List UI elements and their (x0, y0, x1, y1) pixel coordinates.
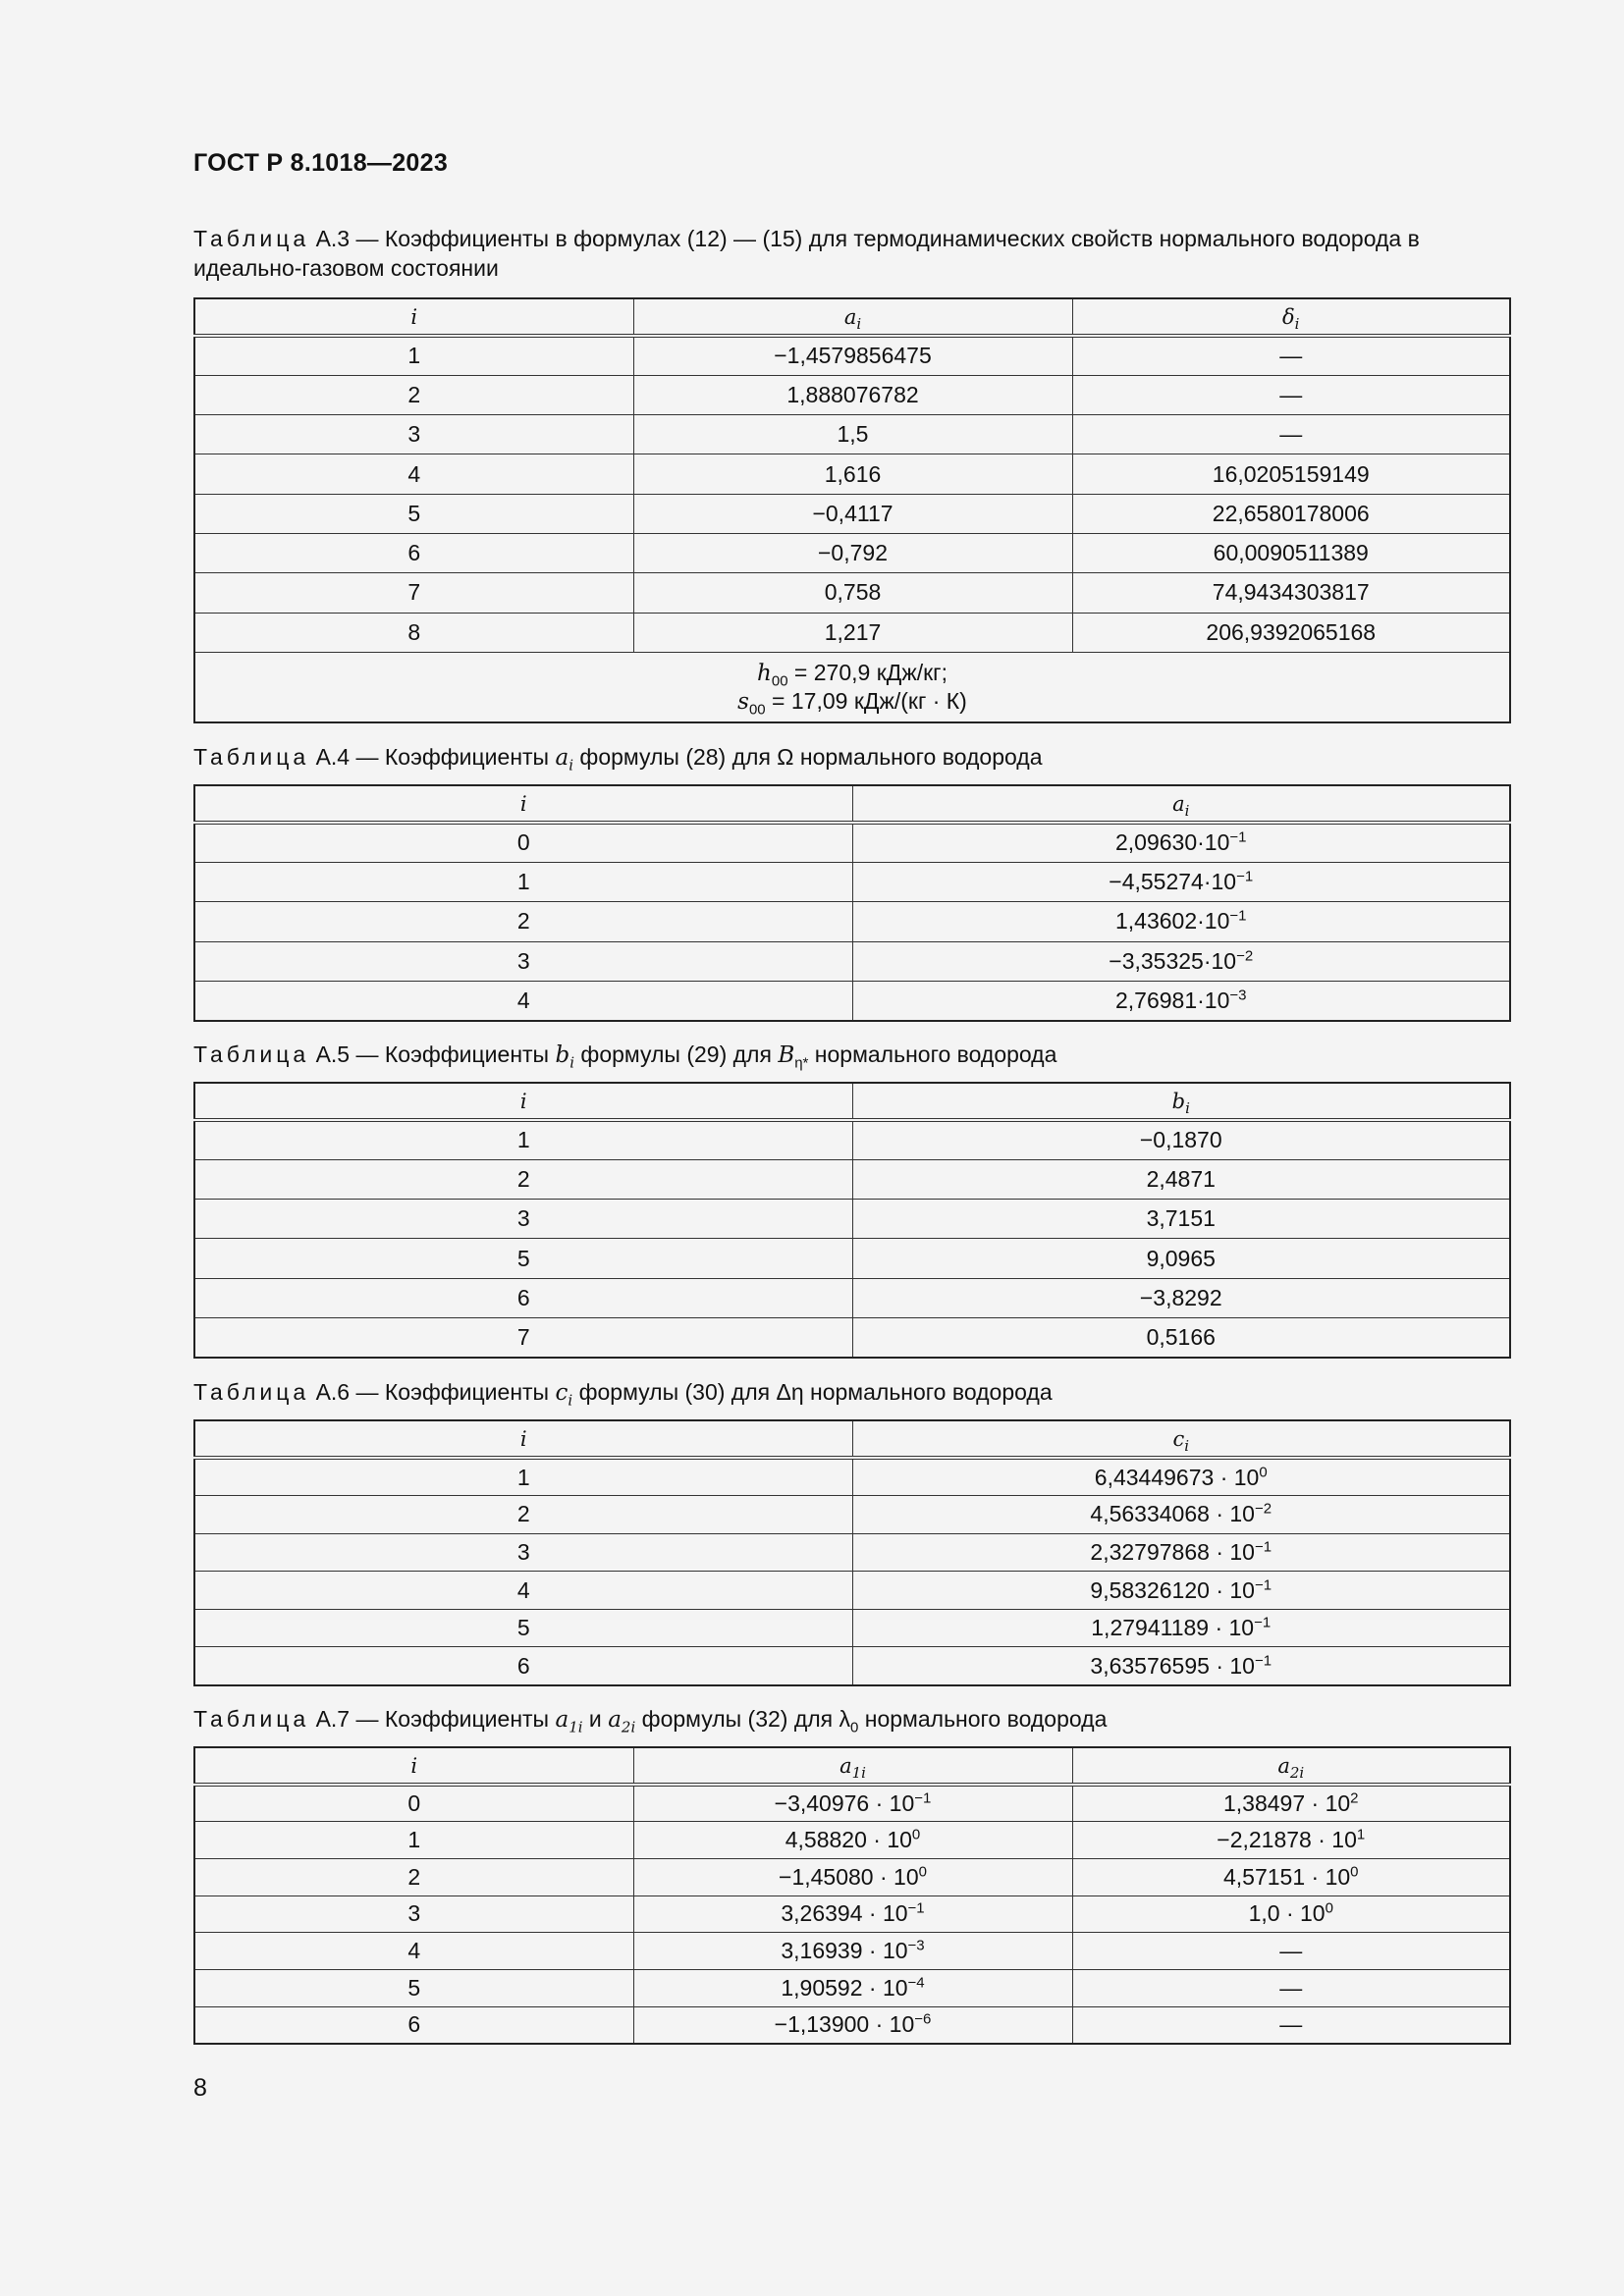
document-header: ГОСТ Р 8.1018—2023 (193, 149, 449, 177)
table-row (194, 1239, 1510, 1278)
cell-a2-i: $4,57151 \cdot 10^0$ (1072, 1858, 1510, 1896)
cell-b-i: 2,4871 (852, 1159, 1510, 1199)
cell-i: 3 (194, 941, 852, 981)
table-row (194, 941, 1510, 981)
cell-a-i: 1,5 (633, 415, 1072, 454)
cell-a2-i: $1,38497 \cdot 10^2$ (1072, 1785, 1510, 1822)
cell-a2-i: — (1072, 1969, 1510, 2006)
cell-i: 6 (194, 533, 633, 572)
cell-b-i: 9,0965 (852, 1239, 1510, 1278)
table-row (194, 1533, 1510, 1572)
table-row (194, 1278, 1510, 1317)
cell-a-i: −0,792 (633, 533, 1072, 572)
header-i: i (194, 1420, 852, 1458)
cell-a1-i: $-1,13900 \cdot 10^{-6}$ (633, 2006, 1072, 2044)
table-row (194, 1858, 1510, 1896)
header-i: i (194, 785, 852, 823)
table-row (194, 1496, 1510, 1534)
header-a-i: $a_i$ (852, 785, 1510, 823)
cell-i: 3 (194, 1896, 633, 1933)
cell-delta-i: 22,6580178006 (1072, 494, 1510, 533)
cell-delta-i: 60,0090511389 (1072, 533, 1510, 572)
cell-c-i: $4,56334068 \cdot 10^{-2}$ (852, 1496, 1510, 1534)
table-a3-footer (194, 652, 1510, 722)
table-row (194, 982, 1510, 1021)
cell-i: 6 (194, 2006, 633, 2044)
cell-a-i: −1,4579856475 (633, 336, 1072, 375)
cell-b-i: 0,5166 (852, 1317, 1510, 1357)
cell-i: 1 (194, 862, 852, 901)
table-row (194, 613, 1510, 652)
table-row (194, 1120, 1510, 1159)
cell-i: 1 (194, 336, 633, 375)
cell-i: 3 (194, 1200, 852, 1239)
cell-delta-i: — (1072, 415, 1510, 454)
table-row (194, 1159, 1510, 1199)
table-row (194, 494, 1510, 533)
cell-a-i: $2,09630\cdot 10^{-1}$ (852, 823, 1510, 862)
page-number: 8 (193, 2074, 207, 2102)
table-row (194, 1200, 1510, 1239)
cell-i: 0 (194, 823, 852, 862)
cell-i: 1 (194, 1120, 852, 1159)
header-a2-i: $a_{2i}$ (1072, 1747, 1510, 1785)
cell-i: 3 (194, 415, 633, 454)
table-a6 (193, 1419, 1511, 1686)
cell-i: 6 (194, 1647, 852, 1685)
table-row (194, 1785, 1510, 1822)
header-c-i: $c_i$ (852, 1420, 1510, 1458)
cell-a-i: −0,4117 (633, 494, 1072, 533)
table-row (194, 902, 1510, 941)
table-a5 (193, 1082, 1511, 1359)
cell-i: 1 (194, 1822, 633, 1859)
cell-a1-i: $1,90592 \cdot 10^{-4}$ (633, 1969, 1072, 2006)
table-row (194, 1822, 1510, 1859)
cell-i: 4 (194, 1572, 852, 1610)
table-a7 (193, 1746, 1511, 2045)
cell-i: 3 (194, 1533, 852, 1572)
table-row (194, 454, 1510, 494)
table-a6-caption: Таблица А.6 — Коэффициенты $c_i$ формулы (30) для Δη нормального водорода (193, 1379, 1053, 1410)
table-row (194, 1647, 1510, 1685)
cell-i: 6 (194, 1278, 852, 1317)
table-row (194, 1572, 1510, 1610)
cell-i: 2 (194, 375, 633, 414)
cell-a-i: $1,43602\cdot 10^{-1}$ (852, 902, 1510, 941)
table-row (194, 1933, 1510, 1970)
cell-i: 8 (194, 613, 633, 652)
cell-delta-i: — (1072, 375, 1510, 414)
header-delta-i: $\delta_i$ (1072, 298, 1510, 336)
cell-a-i: $2,76981\cdot 10^{-3}$ (852, 982, 1510, 1021)
cell-c-i: $1,27941189 \cdot 10^{-1}$ (852, 1609, 1510, 1647)
cell-a1-i: $-3,40976 \cdot 10^{-1}$ (633, 1785, 1072, 1822)
caption-word: Таблица (193, 226, 310, 251)
cell-a-i: $-3,35325\cdot 10^{-2}$ (852, 941, 1510, 981)
cell-i: 2 (194, 1159, 852, 1199)
cell-i: 4 (194, 454, 633, 494)
cell-a1-i: $3,26394 \cdot 10^{-1}$ (633, 1896, 1072, 1933)
cell-a-i: 1,217 (633, 613, 1072, 652)
cell-i: 4 (194, 982, 852, 1021)
table-row (194, 1317, 1510, 1357)
table-row (194, 1609, 1510, 1647)
header-i: i (194, 298, 633, 336)
cell-b-i: 3,7151 (852, 1200, 1510, 1239)
table-row (194, 375, 1510, 414)
header-a-i: $a_i$ (633, 298, 1072, 336)
header-i: i (194, 1083, 852, 1120)
cell-delta-i: — (1072, 336, 1510, 375)
cell-delta-i: 206,9392065168 (1072, 613, 1510, 652)
header-b-i: $b_i$ (852, 1083, 1510, 1120)
table-a5-caption: Таблица А.5 — Коэффициенты $b_i$ формулы (29) для $B_{\eta*}$ нормального водорода (193, 1041, 1057, 1072)
cell-i: 2 (194, 1858, 633, 1896)
cell-i: 5 (194, 1239, 852, 1278)
cell-i: 4 (194, 1933, 633, 1970)
table-row (194, 415, 1510, 454)
cell-a1-i: $4,58820 \cdot 10^0$ (633, 1822, 1072, 1859)
cell-a1-i: $-1,45080 \cdot 10^0$ (633, 1858, 1072, 1896)
table-row (194, 1896, 1510, 1933)
table-row (194, 1969, 1510, 2006)
cell-i: 2 (194, 1496, 852, 1534)
cell-delta-i: 74,9434303817 (1072, 573, 1510, 613)
caption-text: — Коэффициенты в формулах (12) — (15) для термодинамических свойств нормального водорода в идеально-газовом состоянии (193, 226, 1420, 281)
cell-a2-i: $-2,21878 \cdot 10^1$ (1072, 1822, 1510, 1859)
header-i: i (194, 1747, 633, 1785)
cell-i: 7 (194, 573, 633, 613)
caption-number: А.3 (315, 226, 351, 251)
header-a1-i: $a_{1i}$ (633, 1747, 1072, 1785)
table-row (194, 823, 1510, 862)
table-a7-caption: Таблица А.7 — Коэффициенты $a_{1i}$ и $a_{2i}$ формулы (32) для $\lambda_0$ нормального водорода (193, 1706, 1108, 1736)
cell-b-i: −3,8292 (852, 1278, 1510, 1317)
table-row (194, 533, 1510, 572)
cell-c-i: $9,58326120 \cdot 10^{-1}$ (852, 1572, 1510, 1610)
cell-delta-i: 16,0205159149 (1072, 454, 1510, 494)
table-row (194, 336, 1510, 375)
cell-a1-i: $3,16939 \cdot 10^{-3}$ (633, 1933, 1072, 1970)
cell-a2-i: $1,0 \cdot 10^0$ (1072, 1896, 1510, 1933)
cell-a2-i: — (1072, 1933, 1510, 1970)
table-row (194, 862, 1510, 901)
table-row (194, 1458, 1510, 1496)
cell-a-i: 1,888076782 (633, 375, 1072, 414)
cell-a-i: 0,758 (633, 573, 1072, 613)
cell-b-i: −0,1870 (852, 1120, 1510, 1159)
table-a4-caption: Таблица А.4 — Коэффициенты $a_i$ формулы (28) для Ω нормального водорода (193, 744, 1043, 774)
table-a3-caption (193, 224, 1509, 283)
cell-i: 5 (194, 494, 633, 533)
cell-i: 1 (194, 1458, 852, 1496)
table-row (194, 573, 1510, 613)
cell-c-i: $2,32797868 \cdot 10^{-1}$ (852, 1533, 1510, 1572)
table-a4 (193, 784, 1511, 1022)
cell-i: 2 (194, 902, 852, 941)
table-a3 (193, 297, 1511, 723)
enthalpy-constant: $h_{00} = 270,9$ кДж/кг; (757, 660, 947, 690)
cell-a-i: $-4,55274\cdot 10^{-1}$ (852, 862, 1510, 901)
cell-i: 0 (194, 1785, 633, 1822)
cell-i: 5 (194, 1969, 633, 2006)
entropy-constant: $s_{00} = 17,09$ кДж/(кг · К) (737, 688, 967, 719)
cell-i: 7 (194, 1317, 852, 1357)
cell-c-i: $6,43449673 \cdot 10^0$ (852, 1458, 1510, 1496)
cell-a2-i: — (1072, 2006, 1510, 2044)
cell-a-i: 1,616 (633, 454, 1072, 494)
cell-c-i: $3,63576595 \cdot 10^{-1}$ (852, 1647, 1510, 1685)
cell-i: 5 (194, 1609, 852, 1647)
table-row (194, 2006, 1510, 2044)
